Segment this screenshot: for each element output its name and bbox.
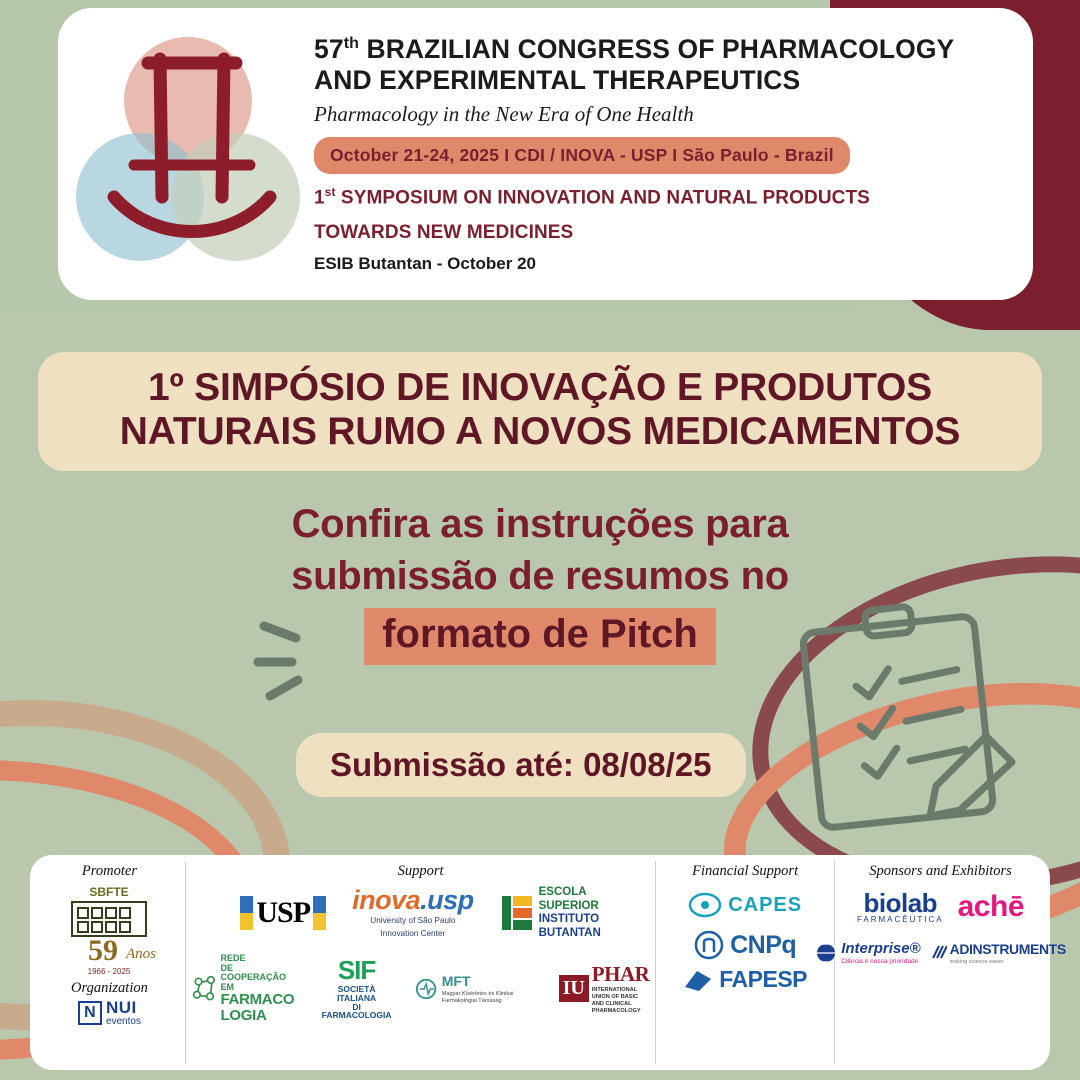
capes-wordmark: CAPES [728,893,803,916]
symposium-title-line1 [314,185,1009,210]
mft-sub: Magyar Kísérletes és Klinikai Farmakológiai Társaság [441,991,514,1004]
ache-logo: achē [957,890,1025,923]
financial-caption: Financial Support [692,863,799,879]
inova-word: inova [352,885,421,916]
footer-column-promoter [34,861,185,1064]
iuphar-badge: IU [559,975,589,1002]
fapesp-mark-icon [683,967,713,993]
sbfte-logo [54,882,164,978]
iuphar-sub1: INTERNATIONAL UNION OF BASIC [591,987,639,1001]
esib-mark-icon [500,894,534,932]
footer-column-support [185,861,655,1064]
adinstruments-wordmark: ADINSTRUMENTS [949,940,1066,957]
rede-line4: LOGIA [220,1006,267,1024]
adinstruments-sub: making science easier [949,958,1005,965]
rede-line2: DE COOPERAÇÃO EM [220,962,287,992]
congress-header-text [308,34,1009,274]
promoter-caption: Promoter [81,863,137,879]
fapesp-wordmark: FAPESP [719,966,808,992]
nui-mark: N [78,1001,102,1025]
iuphar-logo [559,962,650,1015]
symposium-number: 1 [314,187,325,209]
sif-logo [322,957,392,1020]
portuguese-title-line1: 1º SIMPÓSIO DE INOVAÇÃO E PRODUTOS [148,366,932,409]
iuphar-sub2: AND CLINICAL PHARMACOLOGY [591,1001,641,1015]
esib-date-line: ESIB Butantan - October 20 [314,254,536,274]
mft-abbr: MFT [441,973,471,990]
interprise-logo [815,940,920,965]
congress-edition-number: 57 [314,33,344,64]
adinstruments-logo [931,941,1066,965]
letter-a-monogram-icon [104,47,280,257]
support-caption: Support [397,863,444,879]
esib-line2: SUPERIOR [538,899,599,912]
inova-sub2: Innovation Center [380,928,446,938]
congress-logo [68,29,308,279]
instructions-line2: submissão de resumos no [291,554,789,598]
congress-title-rest: BRAZILIAN CONGRESS OF PHARMACOLOGY [359,33,955,64]
sponsors-caption: Sponsors and Exhibitors [869,863,1012,879]
congress-header-card [58,8,1033,300]
esib-line3: INSTITUTO [538,913,600,926]
usp-wordmark: USP [256,896,311,930]
fapesp-logo [662,966,828,993]
esib-line4: BUTANTAN [538,926,601,939]
symposium-title-line2: TOWARDS NEW MEDICINES [314,221,574,243]
rede-line1: REDE [220,953,246,964]
inova-sub1: University of São Paulo [370,916,456,926]
submission-deadline-pill: Submissão até: 08/08/25 [296,733,746,797]
interprise-sub: Ciência é nossa prioridade [841,958,919,965]
capes-mark-icon [688,888,722,922]
adinstruments-mark-icon [931,944,947,962]
sponsor-footer [30,855,1066,1070]
usp-logo [240,896,326,930]
rede-line3: FARMACO [220,991,295,1008]
organization-caption: Organization [71,980,148,996]
congress-edition-suffix: th [343,35,359,53]
inova-usp-logo [352,887,474,939]
congress-title-line2: AND EXPERIMENTAL THERAPEUTICS [314,65,801,96]
sif-sub1: SOCIETÀ ITALIANA [337,983,377,1003]
inova-usp-word: .usp [420,885,474,916]
cnpq-mark-icon [694,930,724,960]
nui-name: NUI [105,998,137,1017]
svg-text:1966 - 2025: 1966 - 2025 [88,967,131,976]
nui-eventos-logo [40,999,179,1027]
biolab-wordmark: biolab [863,888,938,918]
svg-text:59: 59 [88,934,119,967]
footer-column-financial [655,861,834,1064]
portuguese-title-banner [38,352,1042,471]
footer-column-sponsors [834,861,1066,1064]
cnpq-logo [662,930,828,960]
portuguese-title-line2: NATURAIS RUMO A NOVOS MEDICAMENTOS [119,409,961,453]
cnpq-wordmark: CNPq [730,930,797,959]
mft-logo [414,973,537,1004]
iuphar-word: PHAR [591,962,650,987]
symposium-number-suffix: st [324,185,336,200]
pitch-format-highlight: formato de Pitch [364,608,716,665]
capes-logo [662,888,828,922]
congress-date-venue-band: October 21-24, 2025 I CDI / INOVA - USP I São Paulo - Brazil [314,137,850,174]
symposium-title-rest: SYMPOSIUM ON INNOVATION AND NATURAL PRODUCTS [335,187,870,209]
esib-line1: ESCOLA [538,886,587,898]
mft-emblem-icon [414,974,438,1004]
rede-farmacologia-logo [192,954,300,1023]
esib-butantan-logo [500,886,601,940]
sparkle-lines-icon [252,608,362,718]
congress-title-line1 [314,34,1009,65]
svg-text:Anos: Anos [126,946,157,962]
instructions-line1: Confira as instruções para [291,502,789,546]
globe-icon [815,942,837,964]
rede-network-icon [192,972,217,1006]
svg-text:SBFTE: SBFTE [89,885,130,899]
biolab-sub: FARMACÊUTICA [856,915,944,924]
sif-sub2: DI FARMACOLOGIA [321,1001,392,1021]
congress-subtitle: Pharmacology in the New Era of One Health [314,102,694,127]
nui-sub: eventos [105,1016,141,1027]
clipboard-checklist-icon [788,596,1028,836]
interprise-wordmark: Interprise® [841,940,921,957]
biolab-logo [857,890,944,924]
sif-wordmark: SIF [337,955,376,986]
